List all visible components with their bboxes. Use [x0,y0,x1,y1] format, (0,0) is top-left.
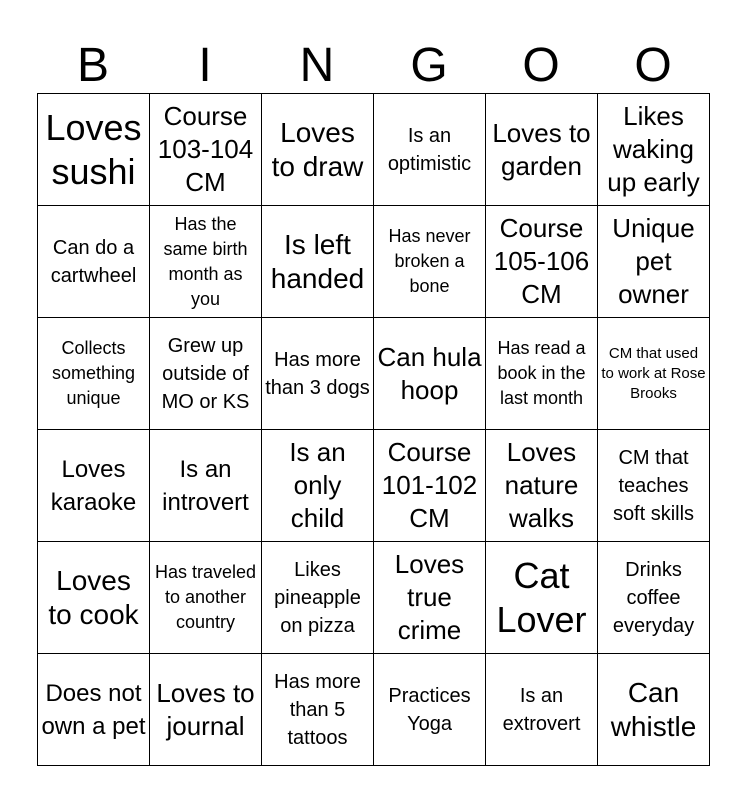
bingo-square[interactable] [38,542,150,654]
bingo-square[interactable] [598,206,710,318]
square-label: Cat Lover [496,554,587,640]
bingo-square[interactable] [38,654,150,766]
square-label: Grew up outside of MO or KS [161,334,250,413]
bingo-square[interactable] [598,430,710,542]
bingo-square[interactable] [262,654,374,766]
bingo-square[interactable] [486,542,598,654]
bingo-square[interactable] [150,654,262,766]
square-label: Is an introvert [162,455,249,516]
square-label: Course 103-104 CM [157,101,254,197]
bingo-square[interactable] [150,94,262,206]
bingo-square[interactable] [262,542,374,654]
bingo-square[interactable] [598,654,710,766]
square-label: Is left handed [270,228,365,294]
square-label: Loves true crime [394,549,465,645]
bingo-square[interactable] [486,430,598,542]
board-row [38,542,710,654]
bingo-square[interactable] [38,430,150,542]
bingo-square[interactable] [598,94,710,206]
bingo-square[interactable] [150,206,262,318]
square-label: Can hula hoop [377,341,482,405]
bingo-square[interactable] [262,94,374,206]
square-label: Unique pet owner [612,213,695,309]
board-row [38,318,710,430]
square-label: Has more than 3 dogs [265,348,370,399]
header-letter: O [634,39,672,92]
square-label: Is an only child [289,437,346,533]
bingo-header [37,38,709,94]
square-label: Likes waking up early [607,101,700,197]
bingo-square[interactable] [486,318,598,430]
board-row [38,206,710,318]
bingo-square[interactable] [598,318,710,430]
square-label: Loves karaoke [50,455,137,516]
square-label: Has never broken a bone [388,226,471,296]
square-label: Collects something unique [51,338,136,408]
square-label: Loves to draw [271,116,364,182]
bingo-square[interactable] [598,542,710,654]
bingo-square[interactable] [374,94,486,206]
square-label: Is an optimistic [387,124,472,175]
bingo-board [37,93,710,766]
square-label: Can do a cartwheel [50,236,137,287]
bingo-square[interactable] [486,94,598,206]
square-label: Loves to cook [48,564,139,630]
board-row [38,654,710,766]
header-letter: I [198,39,212,92]
square-label: Drinks coffee everyday [612,558,695,637]
square-label: Loves nature walks [504,437,579,533]
square-label: CM that used to work at Rose Brooks [601,344,706,402]
square-label: Has traveled to another country [154,562,257,632]
square-label: Has the same birth month as you [163,213,248,309]
bingo-square[interactable] [38,94,150,206]
square-label: Has read a book in the last month [497,338,586,408]
square-label: Does not own a pet [41,679,146,740]
square-label: Loves to journal [156,677,255,741]
header-letter: B [76,39,109,92]
square-label: Has more than 5 tattoos [274,670,361,749]
square-label: Course 105-106 CM [493,213,590,309]
header-letter: N [299,39,335,92]
bingo-square[interactable] [150,430,262,542]
square-label: Course 101-102 CM [381,437,478,533]
square-label: Loves to garden [492,117,591,181]
square-label: Practices Yoga [388,684,471,735]
bingo-square[interactable] [374,430,486,542]
bingo-square[interactable] [486,654,598,766]
bingo-square[interactable] [38,318,150,430]
header-letter: G [410,39,448,92]
bingo-square[interactable] [150,318,262,430]
bingo-square[interactable] [374,318,486,430]
square-label: Can whistle [610,676,697,742]
bingo-square[interactable] [150,542,262,654]
square-label: Loves sushi [45,106,142,192]
bingo-square[interactable] [38,206,150,318]
board-row [38,430,710,542]
square-label: Likes pineapple on pizza [274,558,361,637]
header-letter: O [522,39,560,92]
bingo-square[interactable] [262,430,374,542]
board-row [38,94,710,206]
square-label: CM that teaches soft skills [612,446,695,525]
bingo-square[interactable] [374,542,486,654]
square-label: Is an extrovert [502,684,581,735]
bingo-square[interactable] [262,318,374,430]
bingo-square[interactable] [486,206,598,318]
bingo-square[interactable] [374,206,486,318]
bingo-square[interactable] [374,654,486,766]
bingo-square[interactable] [262,206,374,318]
